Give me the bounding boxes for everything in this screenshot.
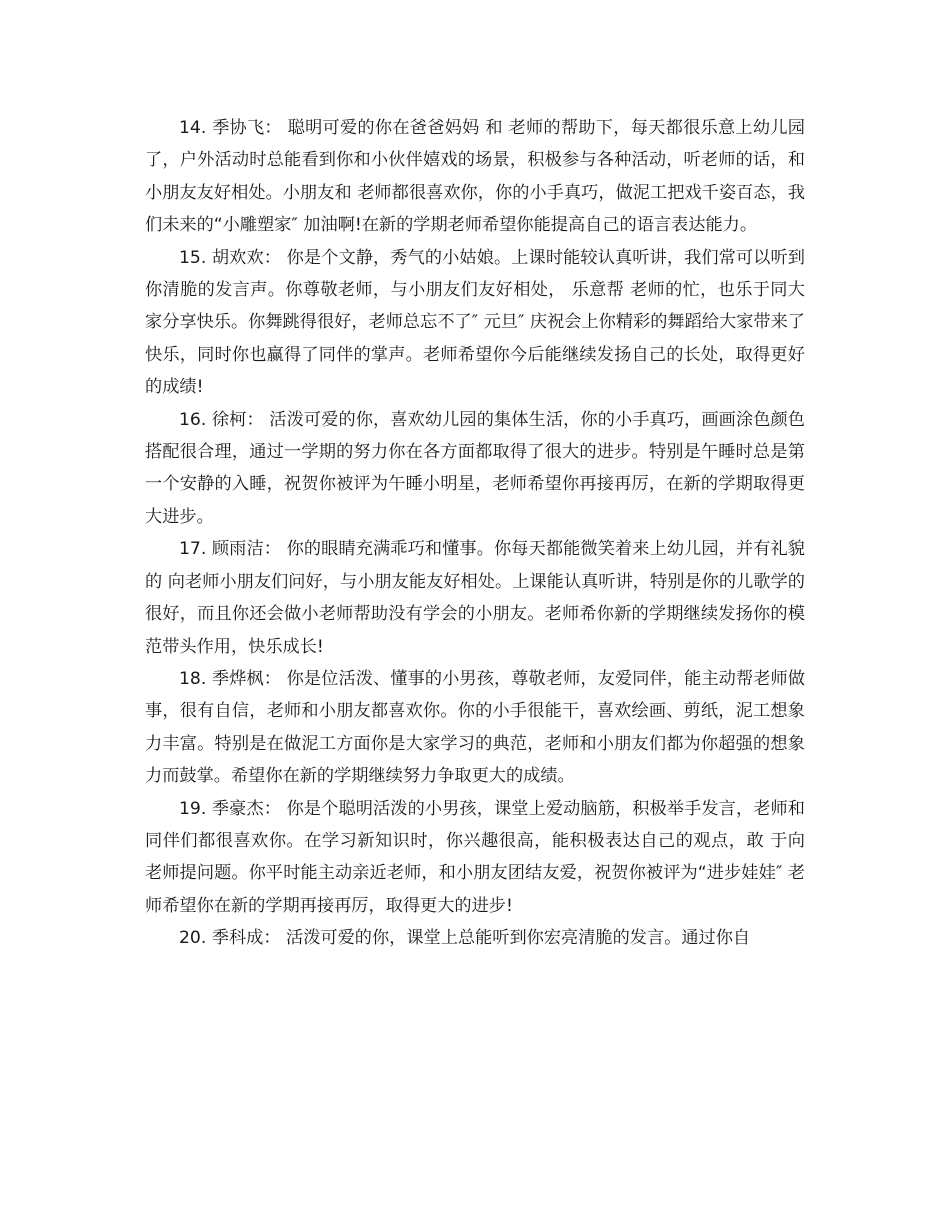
document-body [145,112,805,955]
paragraph-comment-18: 18. 季烨枫： 你是位活泼、懂事的小男孩，尊敬老师，友爱同伴，能主动帮老师做事，很有自信，老师和小朋友都喜欢你。你的小手很能干，喜欢绘画、剪纸，泥工想象力丰富。特别是在做泥工方面你是大家学习的典范，老师和小朋友们都为你超强的想象力而鼓掌。希望你在新的学期继续努力争取更大的成绩。 [145,668,805,787]
paragraph-comment-20: 20. 季科成： 活泼可爱的你，课堂上总能听到你宏亮清脆的发言。通过你自 [179,928,751,949]
paragraph-comment-14: 14. 季协飞： 聪明可爱的你在爸爸妈妈 和 老师的帮助下，每天都很乐意上幼儿园了，户外活动时总能看到你和小伙伴嬉戏的场景，积极参与各种活动，听老师的话，和小朋友友好相处。小朋友和 老师都很喜欢你，你的小手真巧，做泥工把戏千姿百态，我们未来的“小雕塑家″ 加油啊!在新的学期老师希望你能提高自己的语言表达能力。 [145,118,805,236]
paragraph-comment-17: 17. 顾雨洁： 你的眼睛充满乖巧和懂事。你每天都能微笑着来上幼儿园，并有礼貌的 向老师小朋友们问好，与小朋友能友好相处。上课能认真听讲，特别是你的儿歌学的很好，而且你还会做小老师帮助没有学会的小朋友。老师希你新的学期继续发扬你的模范带头作用，快乐成长! [145,539,805,657]
paragraph-comment-15: 15. 胡欢欢： 你是个文静，秀气的小姑娘。上课时能较认真听讲，我们常可以听到你清脆的发言声。你尊敬老师，与小朋友们友好相处， 乐意帮 老师的忙，也乐于同大家分享快乐。你舞跳得很好，老师总忘不了″ 元旦″ 庆祝会上你精彩的舞蹈给大家带来了快乐，同时你也赢得了同伴的掌声。老师希望你今后能继续发扬自己的长处，取得更好的成绩! [145,247,805,398]
paragraph-comment-19: 19. 季豪杰： 你是个聪明活泼的小男孩，课堂上爱动脑筋，积极举手发言，老师和同伴们都很喜欢你。在学习新知识时，你兴趣很高，能积极表达自己的观点，敢 于向 老师提问题。你平时能主动亲近老师，和小朋友团结友爱，祝贺你被评为“进步娃娃″ 老师希望你在新的学期再接再厉，取得更大的进步! [145,798,805,916]
paragraph-comment-16: 16. 徐柯： 活泼可爱的你，喜欢幼儿园的集体生活，你的小手真巧，画画涂色颜色搭配很合理，通过一学期的努力你在各方面都取得了很大的进步。特别是午睡时总是第一个安静的入睡，祝贺你被评为午睡小明星，老师希望你再接再厉，在新的学期取得更大进步。 [145,409,805,527]
